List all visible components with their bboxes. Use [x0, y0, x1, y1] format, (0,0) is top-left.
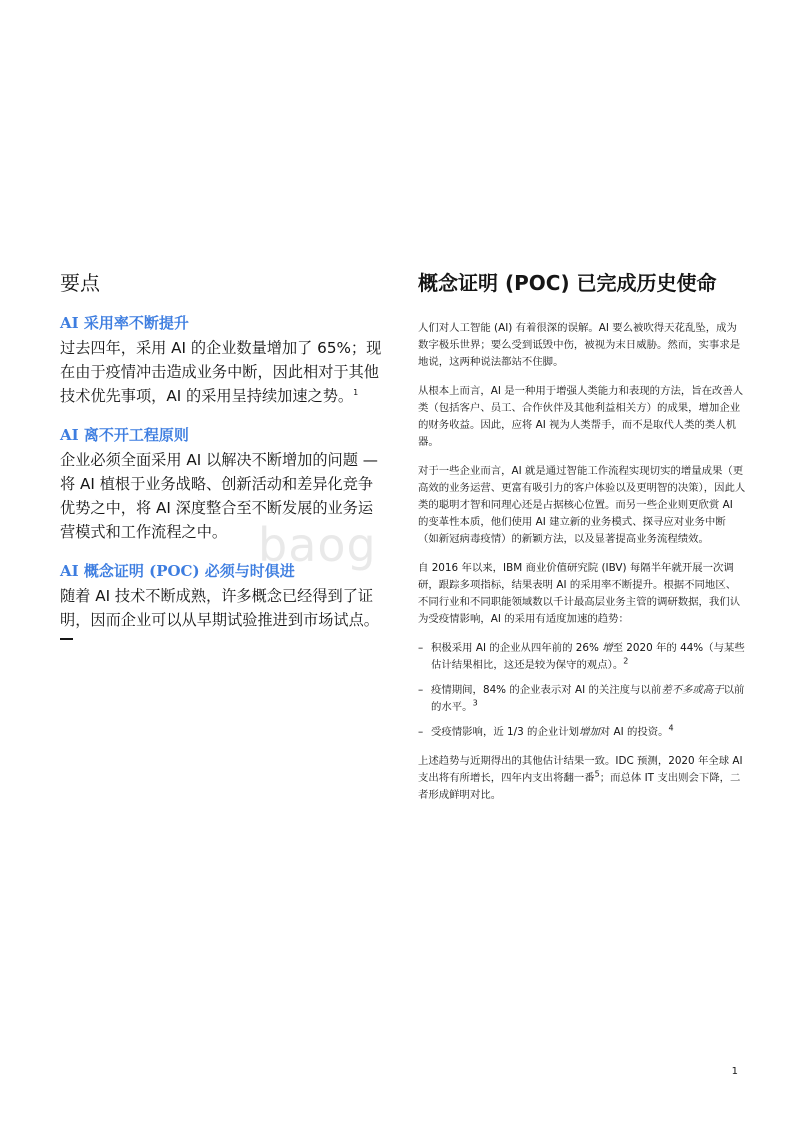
article-title: 概念证明 (POC) 已完成历史使命 [418, 271, 717, 295]
paragraph-text: 上述趋势与近期得出的其他估计结果一致。IDC 预测，2020 年全球 AI 支出将有所增长，四年内支出将翻一番 [418, 755, 743, 784]
article-paragraph-2: 从根本上而言，AI 是一种用于增强人类能力和表现的方法，旨在改善人类（包括客户、员工、合作伙伴及其他利益相关方）的成果，增加企业的财务收益。因此，应将 AI 视为人类帮手，而不是取代人类的类人机器。 [418, 385, 744, 448]
bullet-dash: – [418, 684, 424, 696]
article-paragraph-3: 对于一些企业而言，AI 就是通过智能工作流程实现切实的增量成果（更高效的业务运营、更富有吸引力的客户体验以及更明智的决策），因此人类的聪明才智和同理心还是占据核心位置。而另一些企业则更欣赏 AI 的变革性本质，他们使用 AI 建立新的业务模式、探寻应对业务中断（如新冠病毒疫情）的新颖方法，以及显著提高业务流程绩效。 [418, 465, 746, 545]
bullet-item [418, 682, 746, 716]
bullet-emphasis: 差不多或高于 [661, 684, 724, 696]
key-points-column [60, 268, 382, 640]
footnote-ref-2: 2 [623, 656, 629, 666]
footnote-ref-3: 3 [472, 698, 478, 708]
bullet-item [418, 640, 746, 674]
bullet-emphasis: 增加 [579, 726, 600, 738]
bullet-dash: – [418, 642, 424, 654]
end-mark-divider [60, 638, 73, 640]
trend-bullet-list [418, 640, 746, 741]
section-heading-engineering: AI 离不开工程原则 [60, 426, 189, 444]
footnote-ref-4: 4 [668, 723, 674, 733]
footnote-ref-1: 1 [353, 387, 359, 397]
bullet-text: 对 AI 的投资。 [599, 726, 669, 738]
watermark: baog [258, 518, 377, 572]
article-paragraph-4: 自 2016 年以来，IBM 商业价值研究院 (IBV) 每隔半年就开展一次调研，跟踪多项指标，结果表明 AI 的采用率不断提升。根据不同地区、不同行业和不同职能领域数以千计最高层业务主管的调研数据，我们认为受疫情影响，AI 的采用有适度加速的趋势： [418, 562, 741, 625]
section-body-poc: 随着 AI 技术不断成熟，许多概念已经得到了证明，因而企业可以从早期试验推进到市场试点。 [60, 587, 379, 629]
article-paragraph-1: 人们对人工智能 (AI) 有着很深的误解。AI 要么被吹得天花乱坠，成为数字极乐世界；要么受到诋毁中伤，被视为末日威胁。然而，实事求是地说，这两种说法都站不住脚。 [418, 322, 741, 368]
poc-article-column [418, 268, 746, 816]
section-heading-adoption: AI 采用率不断提升 [60, 314, 189, 332]
bullet-emphasis: 增 [602, 642, 613, 654]
section-body-adoption-text: 过去四年，采用 AI 的企业数量增加了 65%；现在由于疫情冲击造成业务中断，因此相对于其他技术优先事项，AI 的采用呈持续加速之势。 [60, 339, 382, 405]
page-number: 1 [731, 1066, 738, 1077]
section-body-adoption [60, 336, 382, 408]
bullet-text: 至 2020 年的 44%（与某些估计结果相比，这还是较为保守的观点）。 [431, 642, 745, 671]
bullet-text: 以前的水平。 [431, 684, 745, 713]
section-heading-poc: AI 概念证明 (POC) 必须与时俱进 [60, 562, 295, 580]
bullet-item [418, 724, 746, 741]
bullet-text: 积极采用 AI 的企业从四年前的 26% [431, 642, 603, 654]
article-paragraph-5 [418, 753, 746, 804]
bullet-text: 疫情期间，84% 的企业表示对 AI 的关注度与以前 [431, 684, 662, 696]
footnote-ref-5: 5 [594, 769, 600, 779]
key-points-title: 要点 [60, 271, 100, 295]
bullet-dash: – [418, 726, 424, 738]
section-body-engineering: 企业必须全面采用 AI 以解决不断增加的问题 — 将 AI 植根于业务战略、创新活动和差异化竞争优势之中，将 AI 深度整合至不断发展的业务运营模式和工作流程之中。 [60, 451, 378, 541]
bullet-text: 受疫情影响，近 1/3 的企业计划 [431, 726, 580, 738]
paragraph-text: ；而总体 IT 支出则会下降，二者形成鲜明对比。 [418, 772, 741, 801]
